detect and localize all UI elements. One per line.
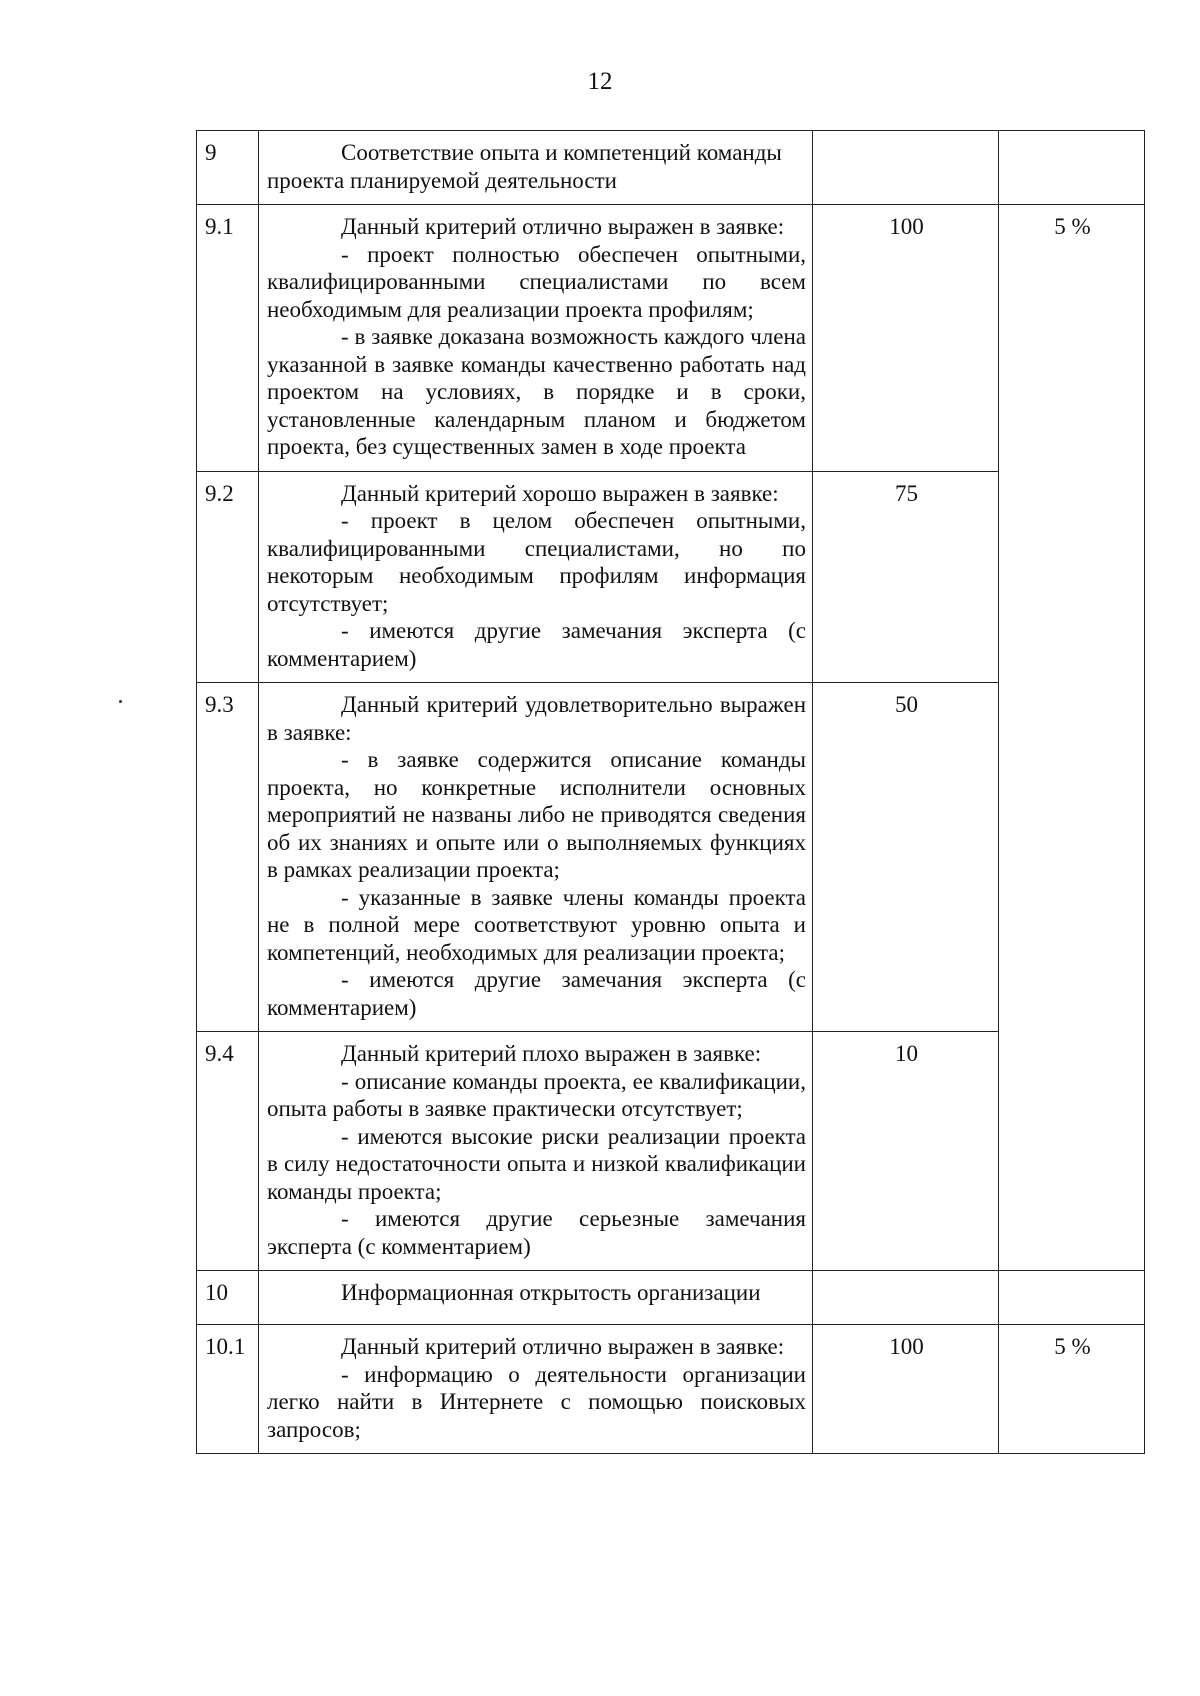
criterion-item: - информацию о деятельности организации легко найти в Интернете с помощью поисковых запросов; (267, 1361, 806, 1442)
row-number: 10.1 (197, 1325, 259, 1454)
row-number: 9.2 (197, 471, 259, 683)
criterion-cell (259, 471, 813, 683)
criterion-head: Данный критерий отлично выражен в заявке: (341, 1334, 785, 1359)
criterion-cell (259, 683, 813, 1032)
criterion-item: - описание команды проекта, ее квалификации, опыта работы в заявке практически отсутствует; (267, 1068, 806, 1121)
section-cell (259, 1271, 813, 1325)
section-title: Информационная открытость организации (341, 1280, 761, 1305)
criterion-item: - в заявке содержится описание команды проекта, но конкретные исполнители основных мероприятий не названы либо не приводятся сведения об их знаниях и опыте или о выполняемых функциях в рамках реализации проекта; (267, 747, 806, 882)
table-row (197, 205, 1145, 472)
criterion-cell (259, 205, 813, 472)
weight-cell: 5 % (999, 205, 1145, 1271)
row-number: 9.3 (197, 683, 259, 1032)
criterion-cell (259, 1325, 813, 1454)
weight-cell (999, 1271, 1145, 1325)
criterion-item: - имеются другие замечания эксперта (с комментарием) (267, 967, 806, 1020)
score-cell: 100 (813, 1325, 999, 1454)
weight-cell (999, 131, 1145, 205)
score-cell (813, 1271, 999, 1325)
score-cell: 10 (813, 1032, 999, 1271)
score-cell: 50 (813, 683, 999, 1032)
criterion-item: - проект полностью обеспечен опытными, квалифицированными специалистами по всем необходимым для реализации проекта профилям; (267, 241, 806, 322)
criterion-item: - указанные в заявке члены команды проекта не в полной мере соответствуют уровню опыта и компетенций, необходимых для реализации проекта; (267, 884, 806, 965)
criterion-head: Данный критерий плохо выражен в заявке: (341, 1041, 762, 1066)
criterion-item: - проект в целом обеспечен опытными, квалифицированными специалистами, но по некоторым необходимым профилям информация отсутствует; (267, 508, 806, 616)
weight-cell: 5 % (999, 1325, 1145, 1454)
score-cell (813, 131, 999, 205)
criterion-item: - в заявке доказана возможность каждого члена указанной в заявке команды качественно работать над проектом на условиях, в порядке и в сроки, установленные календарным планом и бюджетом проекта, без существенных замен в ходе проекта (267, 324, 806, 459)
table-row (197, 1325, 1145, 1454)
criterion-head: Данный критерий отлично выражен в заявке: (341, 214, 785, 239)
score-cell: 75 (813, 471, 999, 683)
stray-mark (119, 700, 122, 703)
criterion-head: Данный критерий удовлетворительно выражен в заявке: (267, 692, 806, 745)
criterion-item: - имеются высокие риски реализации проекта в силу недостаточности опыта и низкой квалификации команды проекта; (267, 1123, 806, 1204)
row-number: 9.1 (197, 205, 259, 472)
section-title: Соответствие опыта и компетенций команды проекта планируемой деятельности (267, 140, 782, 193)
section-cell (259, 131, 813, 205)
table-row (197, 1271, 1145, 1325)
row-number: 9.4 (197, 1032, 259, 1271)
criterion-item: - имеются другие замечания эксперта (с комментарием) (267, 618, 806, 671)
criterion-item: - имеются другие серьезные замечания эксперта (с комментарием) (267, 1206, 806, 1259)
page-number: 12 (587, 68, 613, 95)
table-row (197, 131, 1145, 205)
score-cell: 100 (813, 205, 999, 472)
row-number: 9 (197, 131, 259, 205)
criteria-table (196, 130, 1145, 1454)
criterion-cell (259, 1032, 813, 1271)
row-number: 10 (197, 1271, 259, 1325)
criterion-head: Данный критерий хорошо выражен в заявке: (341, 480, 779, 506)
